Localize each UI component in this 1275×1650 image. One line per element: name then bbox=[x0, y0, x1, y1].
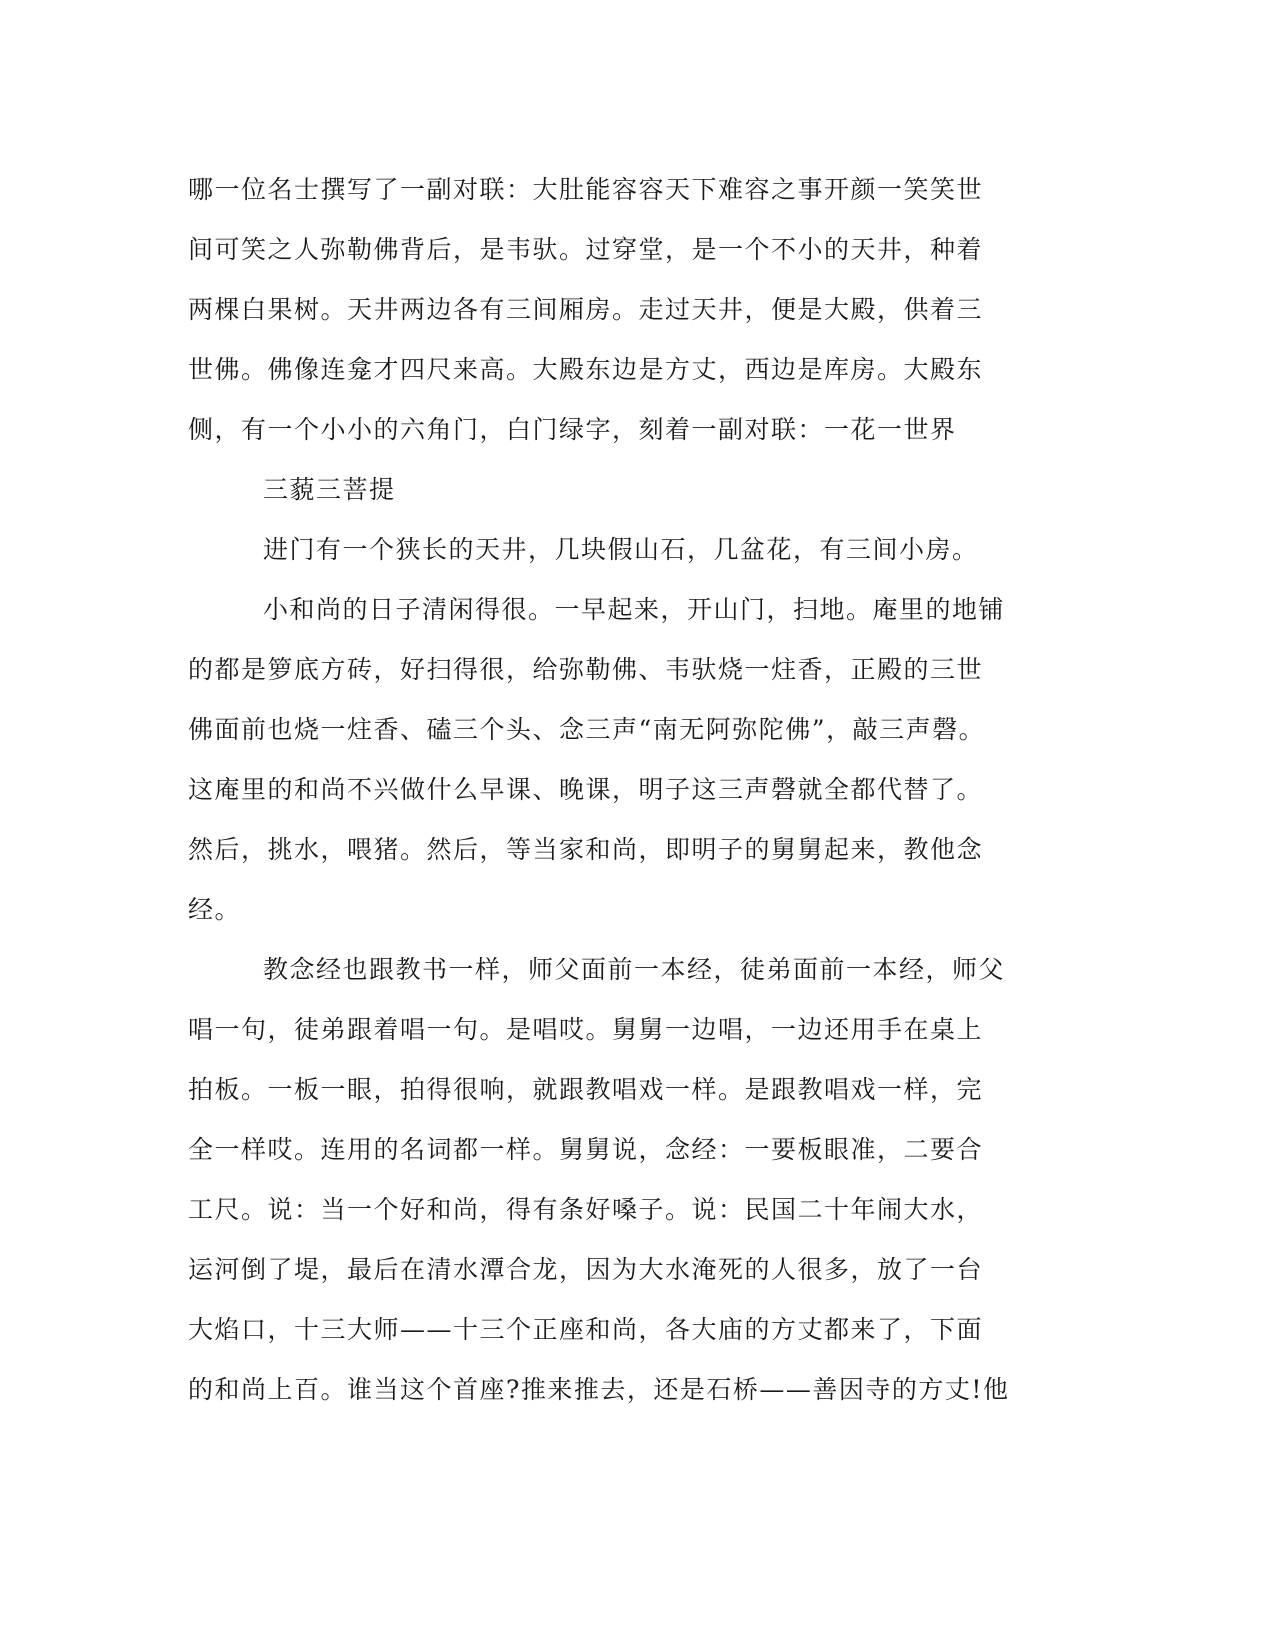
text-line: 拍板。一板一眼，拍得很响，就跟教唱戏一样。是跟教唱戏一样，完 bbox=[188, 1075, 984, 1104]
document-body bbox=[188, 160, 1068, 1420]
paragraph-first-line: 教念经也跟教书一样，师父面前一本经，徒弟面前一本经，师父 bbox=[263, 955, 1006, 984]
text-line: 的都是箩底方砖，好扫得很，给弥勒佛、韦驮烧一炷香，正殿的三世 bbox=[188, 655, 984, 684]
text-line: 运河倒了堤，最后在清水潭合龙，因为大水淹死的人很多，放了一台 bbox=[188, 1255, 984, 1284]
text-line: 两棵白果树。天井两边各有三间厢房。走过天井，便是大殿，供着三 bbox=[188, 295, 984, 324]
text-line: 全一样哎。连用的名词都一样。舅舅说，念经：一要板眼准，二要合 bbox=[188, 1135, 984, 1164]
text-line: 侧，有一个小小的六角门，白门绿字，刻着一副对联：一花一世界 bbox=[188, 415, 957, 444]
text-line: 哪一位名士撰写了一副对联：大肚能容容天下难容之事开颜一笑笑世 bbox=[188, 175, 984, 204]
text-line: 三藐三菩提 bbox=[263, 475, 396, 504]
text-line: 间可笑之人弥勒佛背后，是韦驮。过穿堂，是一个不小的天井，种着 bbox=[188, 235, 984, 264]
paragraph-first-line: 进门有一个狭长的天井，几块假山石，几盆花，有三间小房。 bbox=[263, 535, 979, 564]
paragraph-first-line: 小和尚的日子清闲得很。一早起来，开山门，扫地。庵里的地铺 bbox=[263, 595, 1006, 624]
text-line: 然后，挑水，喂猪。然后，等当家和尚，即明子的舅舅起来，教他念 bbox=[188, 835, 984, 864]
text-line: 这庵里的和尚不兴做什么早课、晚课，明子这三声磬就全都代替了。 bbox=[188, 775, 984, 804]
text-line: 经。 bbox=[188, 895, 242, 924]
text-line: 大焰口，十三大师——十三个正座和尚，各大庙的方丈都来了，下面 bbox=[188, 1315, 984, 1344]
text-line: 世佛。佛像连龛才四尺来高。大殿东边是方丈，西边是库房。大殿东 bbox=[188, 355, 984, 384]
text-line: 佛面前也烧一炷香、磕三个头、念三声“南无阿弥陀佛”，敲三声磬。 bbox=[188, 715, 986, 744]
text-line: 工尺。说：当一个好和尚，得有条好嗓子。说：民国二十年闹大水， bbox=[188, 1195, 984, 1224]
text-line: 的和尚上百。谁当这个首座?推来推去，还是石桥——善因寺的方丈!他 bbox=[188, 1375, 1010, 1404]
text-line: 唱一句，徒弟跟着唱一句。是唱哎。舅舅一边唱，一边还用手在桌上 bbox=[188, 1015, 984, 1044]
